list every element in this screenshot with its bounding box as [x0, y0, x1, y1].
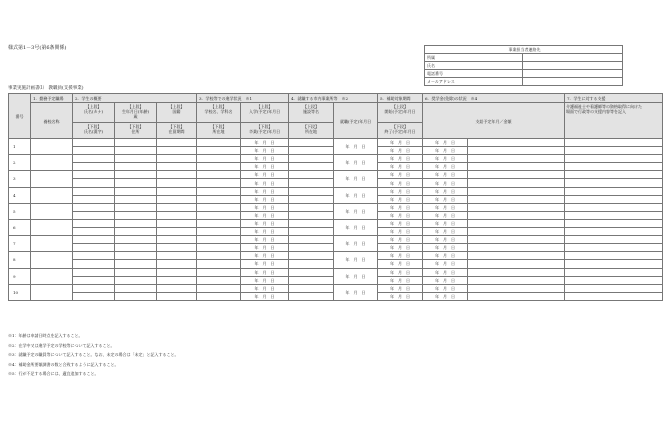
cell-input[interactable]: [157, 163, 197, 171]
cell-input[interactable]: [157, 147, 197, 155]
cell-input[interactable]: [565, 155, 663, 163]
cell-input[interactable]: [115, 268, 157, 276]
contact-label: 氏名: [425, 62, 523, 70]
note-line: ※2：在学中又は進学予定の学校等について記入すること。: [8, 342, 115, 348]
date-cell[interactable]: 年 月 日: [241, 228, 289, 236]
date-cell[interactable]: 年 月 日: [241, 179, 289, 187]
cell-input[interactable]: [73, 252, 115, 260]
col-header: 【下段】 卒業(予定)年月日: [241, 123, 289, 139]
date-cell[interactable]: 年 月 日: [241, 147, 289, 155]
cell-input[interactable]: [157, 187, 197, 195]
cell-input[interactable]: [73, 260, 115, 268]
date-cell[interactable]: 年 月 日: [241, 244, 289, 252]
group-header: 1．勤務予定職場: [31, 94, 73, 103]
cell-input[interactable]: [115, 260, 157, 268]
cell-input[interactable]: [73, 236, 115, 244]
cell-input[interactable]: [289, 244, 334, 252]
date-cell[interactable]: 年 月 日: [423, 211, 468, 219]
contact-label: 所属: [425, 54, 523, 62]
notes: [8, 331, 178, 379]
contact-row: [425, 62, 623, 70]
row-number: 1: [9, 139, 31, 155]
cell-input[interactable]: [197, 179, 241, 187]
contact-value[interactable]: [523, 62, 623, 70]
col-shougaku: 支給予定年月／金額: [423, 103, 565, 139]
col-employ: 就職(予定)年月日: [334, 103, 378, 139]
date-cell[interactable]: 年 月 日: [241, 260, 289, 268]
date-cell[interactable]: 年 月 日: [423, 195, 468, 203]
cell-input[interactable]: [468, 147, 565, 155]
cell-input[interactable]: [289, 252, 334, 260]
cell-input[interactable]: [157, 252, 197, 260]
group-header: 4．就職する市内事業所等 ※2: [289, 94, 378, 103]
date-cell[interactable]: 年 月 日: [378, 228, 423, 236]
col-header: 【上段】 入学(予定)年月日: [241, 103, 289, 123]
date-cell[interactable]: 年 月 日: [378, 268, 423, 276]
section-title: 事業実施計画書⑴ 教職員(支援事業): [8, 86, 84, 91]
date-cell[interactable]: 年 月 日: [241, 203, 289, 211]
date-cell[interactable]: 年 月 日: [423, 260, 468, 268]
table-row: [9, 139, 663, 147]
date-cell[interactable]: 年 月 日: [378, 155, 423, 163]
contact-value[interactable]: [523, 54, 623, 62]
cell-input[interactable]: [73, 211, 115, 219]
row-number: 3: [9, 171, 31, 187]
cell-input[interactable]: [197, 187, 241, 195]
col-header: 【上段】 施設等名: [289, 103, 334, 123]
date-cell[interactable]: 年 月 日: [334, 171, 378, 187]
cell-input[interactable]: [468, 179, 565, 187]
cell-input[interactable]: [73, 219, 115, 227]
date-cell[interactable]: 年 月 日: [423, 236, 468, 244]
cell-input[interactable]: [157, 276, 197, 284]
date-cell[interactable]: 年 月 日: [423, 187, 468, 195]
cell-input[interactable]: [468, 187, 565, 195]
contact-row: [425, 78, 623, 86]
cell-input[interactable]: [73, 228, 115, 236]
cell-input[interactable]: [157, 284, 197, 292]
cell-input[interactable]: [197, 276, 241, 284]
cell-input[interactable]: [289, 139, 334, 147]
cell-input[interactable]: [289, 276, 334, 284]
cell-input[interactable]: [565, 236, 663, 244]
cell-input[interactable]: [289, 147, 334, 155]
cell-input[interactable]: [31, 284, 73, 300]
cell-input[interactable]: [73, 292, 115, 300]
cell-input[interactable]: [197, 252, 241, 260]
cell-input[interactable]: [197, 147, 241, 155]
cell-input[interactable]: [31, 139, 73, 155]
date-cell[interactable]: 年 月 日: [334, 268, 378, 284]
date-cell[interactable]: 年 月 日: [241, 284, 289, 292]
cell-input[interactable]: [115, 171, 157, 179]
cell-input[interactable]: [289, 155, 334, 163]
date-cell[interactable]: 年 月 日: [378, 139, 423, 147]
cell-input[interactable]: [289, 171, 334, 179]
cell-input[interactable]: [31, 171, 73, 187]
cell-input[interactable]: [565, 219, 663, 227]
cell-input[interactable]: [565, 195, 663, 203]
cell-input[interactable]: [565, 284, 663, 292]
cell-input[interactable]: [565, 171, 663, 179]
row-number: 7: [9, 236, 31, 252]
date-cell[interactable]: 年 月 日: [378, 276, 423, 284]
cell-input[interactable]: [115, 219, 157, 227]
date-cell[interactable]: 年 月 日: [334, 187, 378, 203]
cell-input[interactable]: [73, 203, 115, 211]
row-number: 9: [9, 268, 31, 284]
col-header: 【下段】 所在地: [289, 123, 334, 139]
col-header: 【上段】 開始(予定)年月日: [378, 103, 423, 123]
cell-input[interactable]: [115, 187, 157, 195]
cell-input[interactable]: [73, 268, 115, 276]
note-line: ※5：行が不足する場合には、適宜追加すること。: [8, 371, 99, 376]
date-cell[interactable]: 年 月 日: [334, 155, 378, 171]
cell-input[interactable]: [115, 211, 157, 219]
cell-input[interactable]: [565, 139, 663, 147]
plan-table: [8, 93, 663, 301]
date-cell[interactable]: 年 月 日: [378, 236, 423, 244]
date-cell[interactable]: 年 月 日: [241, 219, 289, 227]
date-cell[interactable]: 年 月 日: [423, 147, 468, 155]
cell-input[interactable]: [565, 203, 663, 211]
group-header: 2．学生の概要: [73, 94, 197, 103]
cell-input[interactable]: [197, 211, 241, 219]
cell-input[interactable]: [565, 292, 663, 300]
col-school: 養校名称: [31, 103, 73, 139]
col-header: 【上段】 生年月日(年齢) 歳: [115, 103, 157, 123]
cell-input[interactable]: [31, 187, 73, 203]
date-cell[interactable]: 年 月 日: [423, 244, 468, 252]
cell-input[interactable]: [565, 228, 663, 236]
date-cell[interactable]: 年 月 日: [378, 203, 423, 211]
cell-input[interactable]: [197, 260, 241, 268]
cell-input[interactable]: [565, 276, 663, 284]
cell-input[interactable]: [157, 171, 197, 179]
cell-input[interactable]: [197, 244, 241, 252]
date-cell[interactable]: 年 月 日: [378, 260, 423, 268]
cell-input[interactable]: [73, 147, 115, 155]
date-cell[interactable]: 年 月 日: [334, 139, 378, 155]
cell-input[interactable]: [468, 139, 565, 147]
cell-input[interactable]: [157, 155, 197, 163]
cell-input[interactable]: [289, 179, 334, 187]
date-cell[interactable]: 年 月 日: [423, 203, 468, 211]
row-number: 8: [9, 252, 31, 268]
cell-input[interactable]: [157, 139, 197, 147]
cell-input[interactable]: [73, 155, 115, 163]
cell-input[interactable]: [31, 203, 73, 219]
cell-input[interactable]: [197, 219, 241, 227]
date-cell[interactable]: 年 月 日: [423, 155, 468, 163]
cell-input[interactable]: [565, 179, 663, 187]
date-cell[interactable]: 年 月 日: [378, 163, 423, 171]
date-cell[interactable]: 年 月 日: [378, 171, 423, 179]
cell-input[interactable]: [468, 211, 565, 219]
cell-input[interactable]: [289, 163, 334, 171]
cell-input[interactable]: [289, 187, 334, 195]
contact-table: [424, 45, 623, 86]
date-cell[interactable]: 年 月 日: [423, 139, 468, 147]
cell-input[interactable]: [31, 268, 73, 284]
cell-input[interactable]: [468, 171, 565, 179]
cell-input[interactable]: [197, 139, 241, 147]
date-cell[interactable]: 年 月 日: [423, 171, 468, 179]
col-no: 番号: [9, 94, 31, 139]
cell-input[interactable]: [197, 236, 241, 244]
cell-input[interactable]: [565, 260, 663, 268]
table-row: [9, 236, 663, 244]
table-row: [9, 219, 663, 227]
row-number: 5: [9, 203, 31, 219]
date-cell[interactable]: 年 月 日: [423, 179, 468, 187]
date-cell[interactable]: 年 月 日: [423, 163, 468, 171]
note-line: ※4：補助金所要額調書の数と合致するように記入すること。: [8, 361, 119, 367]
table-row: [9, 203, 663, 211]
cell-input[interactable]: [468, 203, 565, 211]
cell-input[interactable]: [73, 276, 115, 284]
cell-input[interactable]: [197, 155, 241, 163]
cell-input[interactable]: [157, 203, 197, 211]
cell-input[interactable]: [197, 228, 241, 236]
group-header: 6．奨学金(免除)の状況 ※4: [423, 94, 565, 103]
cell-input[interactable]: [157, 244, 197, 252]
cell-input[interactable]: [565, 268, 663, 276]
cell-input[interactable]: [289, 236, 334, 244]
cell-input[interactable]: [197, 163, 241, 171]
date-cell[interactable]: 年 月 日: [334, 284, 378, 300]
col-header: 【下段】 所在地: [197, 123, 241, 139]
date-cell[interactable]: 年 月 日: [241, 171, 289, 179]
date-cell[interactable]: 年 月 日: [241, 211, 289, 219]
cell-input[interactable]: [73, 195, 115, 203]
contact-value[interactable]: [523, 78, 623, 86]
date-cell[interactable]: 年 月 日: [334, 236, 378, 252]
table-row: [9, 268, 663, 276]
date-cell[interactable]: 年 月 日: [378, 147, 423, 155]
cell-input[interactable]: [468, 228, 565, 236]
row-number: 10: [9, 284, 31, 300]
note-line: ※1：年齢は申請日時点を記入すること。: [8, 333, 83, 338]
date-cell[interactable]: 年 月 日: [241, 276, 289, 284]
row-number: 6: [9, 219, 31, 235]
contact-label: メールアドレス: [425, 78, 523, 86]
cell-input[interactable]: [468, 292, 565, 300]
cell-input[interactable]: [197, 195, 241, 203]
cell-input[interactable]: [157, 236, 197, 244]
cell-input[interactable]: [565, 147, 663, 155]
cell-input[interactable]: [289, 260, 334, 268]
row-number: 4: [9, 187, 31, 203]
date-cell[interactable]: 年 月 日: [241, 139, 289, 147]
date-cell[interactable]: 年 月 日: [378, 211, 423, 219]
cell-input[interactable]: [197, 284, 241, 292]
cell-input[interactable]: [73, 187, 115, 195]
cell-input[interactable]: [157, 195, 197, 203]
cell-input[interactable]: [197, 171, 241, 179]
cell-input[interactable]: [289, 268, 334, 276]
cell-input[interactable]: [115, 236, 157, 244]
cell-input[interactable]: [197, 268, 241, 276]
date-cell[interactable]: 年 月 日: [241, 268, 289, 276]
date-cell[interactable]: 年 月 日: [423, 284, 468, 292]
cell-input[interactable]: [468, 155, 565, 163]
contact-row: [425, 54, 623, 62]
date-cell[interactable]: 年 月 日: [241, 195, 289, 203]
cell-input[interactable]: [468, 244, 565, 252]
contact-label: 電話番号: [425, 70, 523, 78]
table-row: [9, 252, 663, 260]
cell-input[interactable]: [565, 211, 663, 219]
cell-input[interactable]: [115, 292, 157, 300]
contact-row: [425, 70, 623, 78]
cell-input[interactable]: [157, 268, 197, 276]
cell-input[interactable]: [31, 236, 73, 252]
cell-input[interactable]: [468, 236, 565, 244]
table-row: [9, 284, 663, 292]
cell-input[interactable]: [157, 260, 197, 268]
group-header: 3．学校等での進学状況 ※1: [197, 94, 289, 103]
cell-input[interactable]: [31, 252, 73, 268]
date-cell[interactable]: 年 月 日: [378, 187, 423, 195]
date-cell[interactable]: 年 月 日: [378, 284, 423, 292]
col-support: 介護福祉士や看護師等の資格取得に向けた 場面で行政等の支援内容等を記入: [565, 103, 663, 139]
col-header: 【上段】 氏名(カナ): [73, 103, 115, 123]
note-line: ※3：就職予定の職員等について記入すること。なお、未定の場合は「未定」と記入すること。: [8, 352, 179, 357]
contact-value[interactable]: [523, 70, 623, 78]
date-cell[interactable]: 年 月 日: [378, 252, 423, 260]
cell-input[interactable]: [565, 252, 663, 260]
cell-input[interactable]: [468, 163, 565, 171]
cell-input[interactable]: [289, 195, 334, 203]
cell-input[interactable]: [157, 292, 197, 300]
cell-input[interactable]: [115, 244, 157, 252]
cell-input[interactable]: [468, 284, 565, 292]
table-row: [9, 155, 663, 163]
date-cell[interactable]: 年 月 日: [241, 292, 289, 300]
cell-input[interactable]: [289, 219, 334, 227]
cell-input[interactable]: [73, 139, 115, 147]
form-id: 様式第1－3号(第6条関係): [8, 45, 67, 51]
cell-input[interactable]: [73, 244, 115, 252]
date-cell[interactable]: 年 月 日: [334, 219, 378, 235]
date-cell[interactable]: 年 月 日: [378, 244, 423, 252]
cell-input[interactable]: [31, 219, 73, 235]
cell-input[interactable]: [73, 179, 115, 187]
cell-input[interactable]: [157, 219, 197, 227]
cell-input[interactable]: [115, 284, 157, 292]
col-header: 【上段】 国籍: [157, 103, 197, 123]
group-header: 5．補助対象期間: [378, 94, 423, 103]
date-cell[interactable]: 年 月 日: [334, 203, 378, 219]
cell-input[interactable]: [565, 244, 663, 252]
cell-input[interactable]: [289, 292, 334, 300]
date-cell[interactable]: 年 月 日: [423, 228, 468, 236]
cell-input[interactable]: [115, 139, 157, 147]
cell-input[interactable]: [468, 252, 565, 260]
cell-input[interactable]: [197, 203, 241, 211]
date-cell[interactable]: 年 月 日: [423, 252, 468, 260]
date-cell[interactable]: 年 月 日: [378, 195, 423, 203]
group-header: 7．学生に対する支援: [565, 94, 663, 103]
date-cell[interactable]: 年 月 日: [334, 252, 378, 268]
cell-input[interactable]: [115, 252, 157, 260]
cell-input[interactable]: [289, 284, 334, 292]
cell-input[interactable]: [468, 195, 565, 203]
cell-input[interactable]: [289, 203, 334, 211]
cell-input[interactable]: [73, 163, 115, 171]
cell-input[interactable]: [565, 163, 663, 171]
date-cell[interactable]: 年 月 日: [378, 292, 423, 300]
cell-input[interactable]: [289, 211, 334, 219]
cell-input[interactable]: [31, 155, 73, 171]
col-header: 【下段】 在留期間: [157, 123, 197, 139]
date-cell[interactable]: 年 月 日: [423, 268, 468, 276]
row-number: 2: [9, 155, 31, 171]
cell-input[interactable]: [115, 276, 157, 284]
cell-input[interactable]: [73, 171, 115, 179]
date-cell[interactable]: 年 月 日: [423, 276, 468, 284]
table-row: [9, 171, 663, 179]
date-cell[interactable]: 年 月 日: [241, 163, 289, 171]
cell-input[interactable]: [115, 203, 157, 211]
date-cell[interactable]: 年 月 日: [423, 219, 468, 227]
cell-input[interactable]: [468, 276, 565, 284]
cell-input[interactable]: [115, 147, 157, 155]
date-cell[interactable]: 年 月 日: [241, 187, 289, 195]
cell-input[interactable]: [197, 292, 241, 300]
date-cell[interactable]: 年 月 日: [423, 292, 468, 300]
cell-input[interactable]: [468, 268, 565, 276]
col-header: 【下段】 住所: [115, 123, 157, 139]
date-cell[interactable]: 年 月 日: [241, 155, 289, 163]
contact-title: 事業担当者連絡先: [425, 46, 623, 54]
cell-input[interactable]: [115, 228, 157, 236]
cell-input[interactable]: [157, 179, 197, 187]
cell-input[interactable]: [157, 228, 197, 236]
cell-input[interactable]: [468, 219, 565, 227]
col-header: 【下段】 終了(予定)年月日: [378, 123, 423, 139]
cell-input[interactable]: [157, 211, 197, 219]
date-cell[interactable]: 年 月 日: [241, 236, 289, 244]
date-cell[interactable]: 年 月 日: [241, 252, 289, 260]
col-header: 【上段】 学校名、学科名: [197, 103, 241, 123]
cell-input[interactable]: [565, 187, 663, 195]
date-cell[interactable]: 年 月 日: [378, 219, 423, 227]
cell-input[interactable]: [115, 195, 157, 203]
col-header: 【下段】 氏名(漢字): [73, 123, 115, 139]
table-row: [9, 187, 663, 195]
cell-input[interactable]: [115, 155, 157, 163]
date-cell[interactable]: 年 月 日: [378, 179, 423, 187]
cell-input[interactable]: [73, 284, 115, 292]
cell-input[interactable]: [115, 163, 157, 171]
cell-input[interactable]: [115, 179, 157, 187]
cell-input[interactable]: [289, 228, 334, 236]
cell-input[interactable]: [468, 260, 565, 268]
